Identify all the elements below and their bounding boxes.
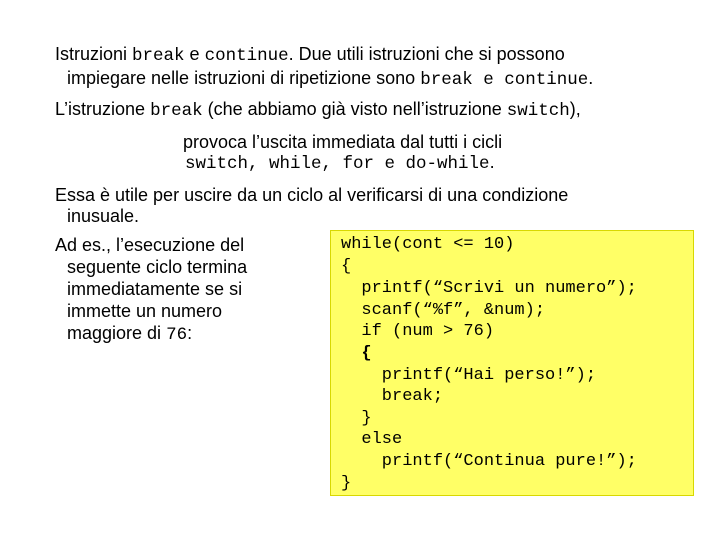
para3-line2: inusuale.: [67, 206, 140, 226]
para1-end: .: [588, 68, 594, 88]
para4-line4: immette un numero: [67, 301, 223, 321]
code-line: if (num > 76): [341, 322, 495, 341]
keyword-loops: switch, while, for: [185, 154, 375, 174]
code-line: scanf(“%f”, &num);: [341, 301, 546, 320]
code-line: printf(“Scrivi un numero”);: [341, 279, 637, 298]
keyword-break: break: [132, 46, 185, 66]
para2-end: ),: [569, 99, 581, 119]
para4-line5-end: :: [187, 323, 193, 343]
keyword-continue: continue: [504, 70, 589, 90]
code-line: printf(“Continua pure!”);: [341, 452, 637, 471]
code-line: break;: [341, 387, 444, 406]
para1-e1: e: [184, 44, 205, 64]
para4-line3: immediatamente se si: [67, 279, 243, 299]
number-76: 76: [166, 325, 188, 345]
para2-line3-end: .: [489, 152, 495, 172]
keyword-switch: switch: [506, 101, 570, 121]
para1-lead: Istruzioni: [55, 44, 133, 64]
keyword-break: break: [420, 70, 473, 90]
code-line: }: [341, 474, 352, 493]
para1-line2-text: impiegare nelle istruzioni di ripetizione sono: [67, 68, 421, 88]
code-line: }: [341, 409, 372, 428]
para2-lead: L’istruzione: [55, 99, 151, 119]
code-block: [330, 230, 694, 496]
para4-line2: seguente ciclo termina: [67, 257, 248, 277]
keyword-continue: continue: [204, 46, 289, 66]
para1-rest: . Due utili istruzioni che si possono: [288, 44, 565, 64]
para4-line5: [67, 322, 192, 346]
keyword-break: break: [150, 101, 203, 121]
code-line: {: [341, 257, 352, 276]
para2-e: e: [374, 154, 406, 174]
code-line: {: [341, 344, 372, 363]
para4-line5-lead: maggiore di: [67, 323, 167, 343]
para4-line1: Ad es., l’esecuzione del: [55, 235, 245, 255]
para1-e2: e: [472, 70, 505, 90]
para3-line1: Essa è utile per uscire da un ciclo al verificarsi di una condizione: [55, 185, 569, 205]
para2-line1: [55, 98, 581, 122]
para2-line3: [185, 151, 495, 175]
para1-line2: [67, 67, 593, 91]
para2-mid: (che abbiamo già visto nell’istruzione: [202, 99, 507, 119]
code-line: printf(“Hai perso!”);: [341, 366, 597, 385]
code-line: while(cont <= 10): [341, 235, 515, 254]
para2-line2: provoca l’uscita immediata dal tutti i cicli: [183, 132, 503, 152]
para1-line1: [55, 43, 565, 67]
code-line: else: [341, 430, 403, 449]
keyword-do-while: do-while: [405, 154, 490, 174]
